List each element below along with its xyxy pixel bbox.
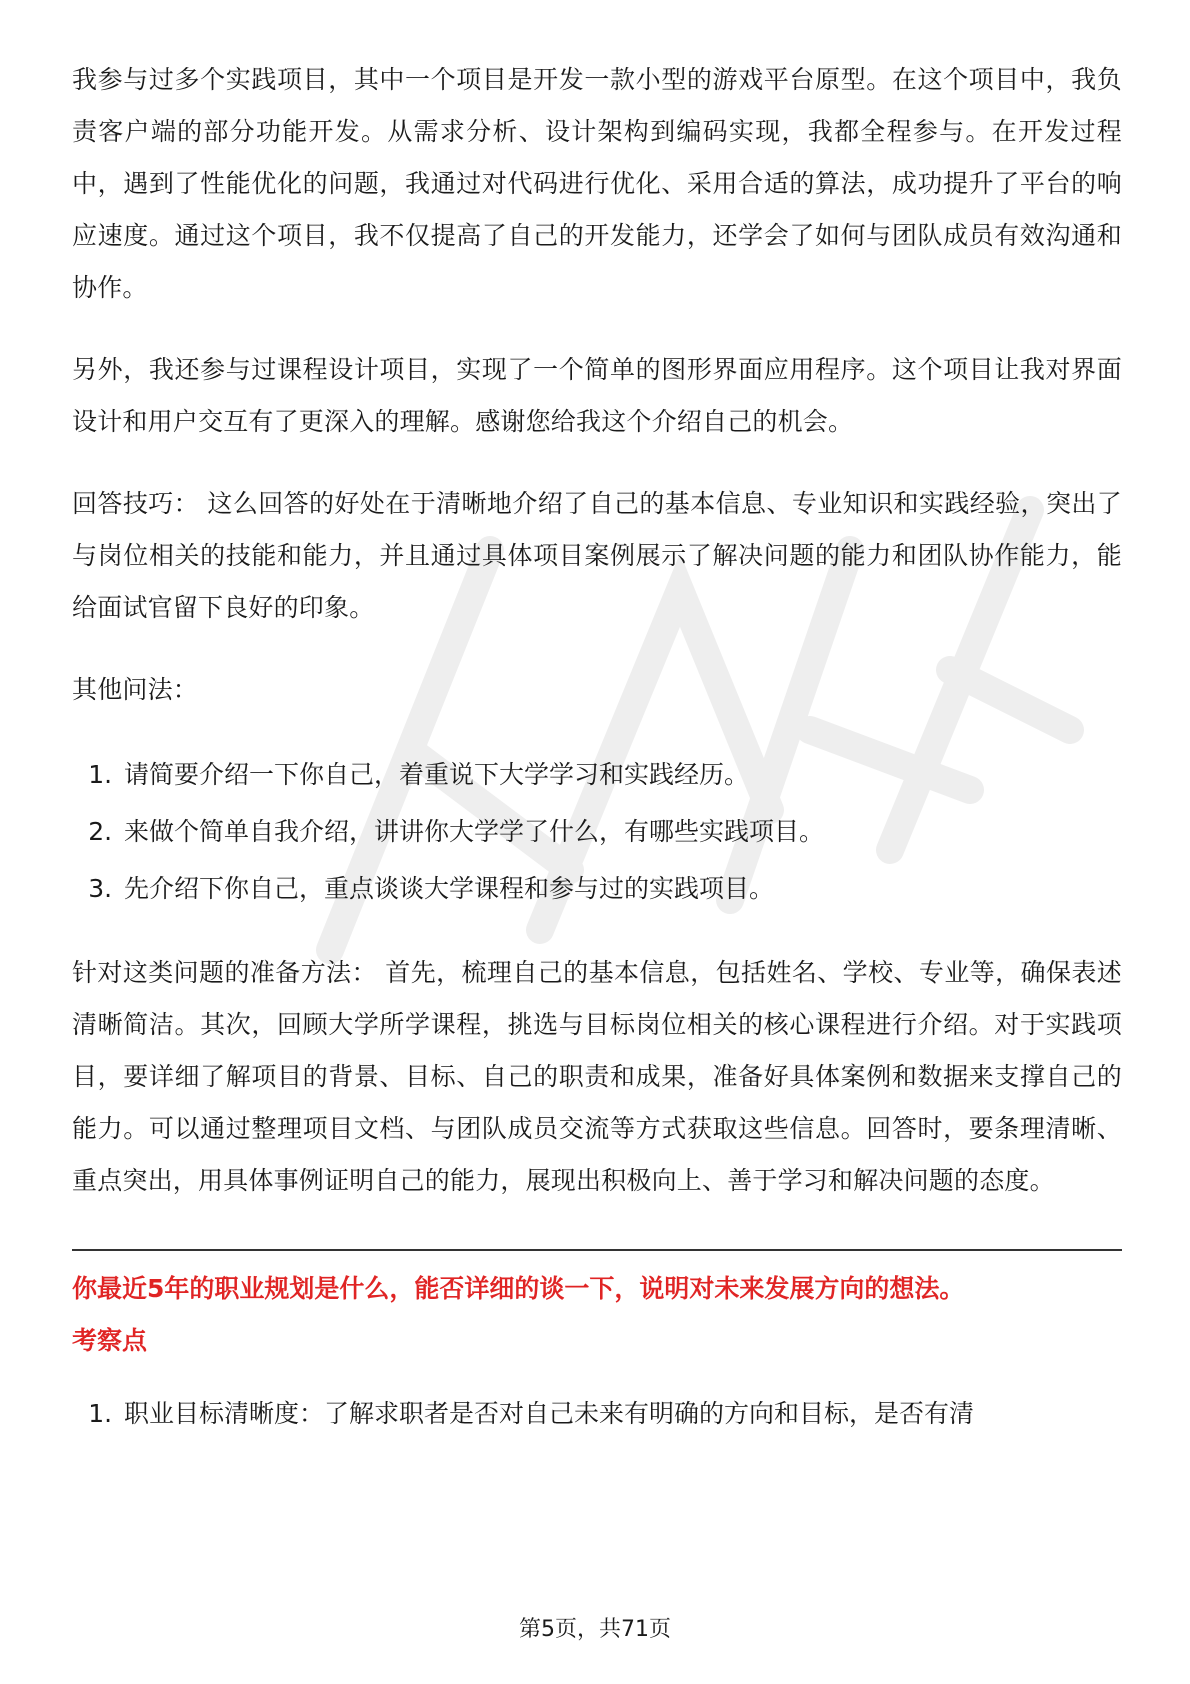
list-item: 2. 来做个简单自我介绍，讲讲你大学学了什么，有哪些实践项目。 <box>120 803 1122 860</box>
list-item: 1. 请简要介绍一下你自己，着重说下大学学习和实践经历。 <box>120 746 1122 803</box>
key-points-list <box>72 1385 1122 1442</box>
paragraph-preparation-method: 针对这类问题的准备方法： 首先，梳理自己的基本信息，包括姓名、学校、专业等，确保表述清晰简洁。其次，回顾大学所学课程，挑选与目标岗位相关的核心课程进行介绍。对于实践项目，要详细了解项目的背景、目标、自己的职责和成果，准备好具体案例和数据来支撑自己的能力。可以通过整理项目文档、与团队成员交流等方式获取这些信息。回答时，要条理清晰、重点突出，用具体事例证明自己的能力，展现出积极向上、善于学习和解决问题的态度。 <box>72 958 1122 1195</box>
key-points-heading: 考察点 <box>72 1326 148 1355</box>
paragraph-course-project: 另外，我还参与过课程设计项目，实现了一个简单的图形界面应用程序。这个项目让我对界面设计和用户交互有了更深入的理解。感谢您给我这个介绍自己的机会。 <box>72 355 1122 436</box>
list-item: 3. 先介绍下你自己，重点谈谈大学课程和参与过的实践项目。 <box>120 860 1122 917</box>
question-heading: 你最近5年的职业规划是什么，能否详细的谈一下，说明对未来发展方向的想法。 <box>72 1274 965 1303</box>
list-item: 1. 职业目标清晰度：了解求职者是否对自己未来有明确的方向和目标，是否有清 <box>120 1385 1122 1442</box>
paragraph-project-experience: 我参与过多个实践项目，其中一个项目是开发一款小型的游戏平台原型。在这个项目中，我负责客户端的部分功能开发。从需求分析、设计架构到编码实现，我都全程参与。在开发过程中，遇到了性能优化的问题，我通过对代码进行优化、采用合适的算法，成功提升了平台的响应速度。通过这个项目，我不仅提高了自己的开发能力，还学会了如何与团队成员有效沟通和协作。 <box>72 65 1122 302</box>
other-questions-list <box>72 746 1122 917</box>
other-questions-label: 其他问法： <box>72 675 199 704</box>
paragraph-answer-tips: 回答技巧： 这么回答的好处在于清晰地介绍了自己的基本信息、专业知识和实践经验，突出了与岗位相关的技能和能力，并且通过具体项目案例展示了解决问题的能力和团队协作能力，能给面试官留下良好的印象。 <box>72 489 1122 622</box>
section-divider <box>72 1249 1122 1251</box>
page-number: 第5页，共71页 <box>519 1617 671 1642</box>
document-page <box>72 54 1122 1472</box>
